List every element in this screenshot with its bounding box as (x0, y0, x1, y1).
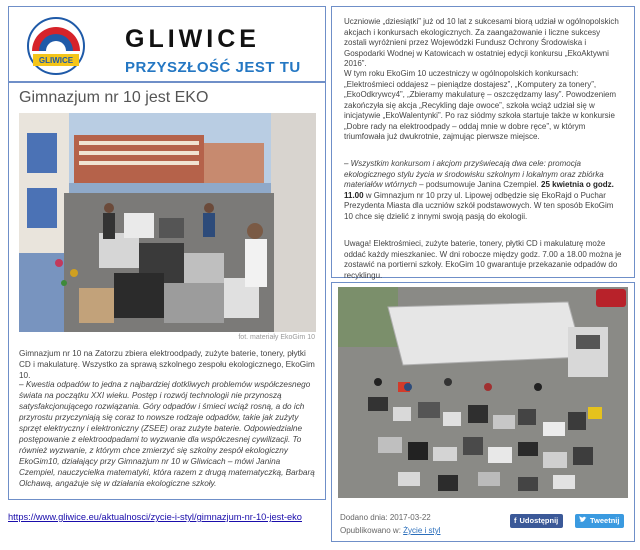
article-photo (19, 113, 316, 332)
date-added (340, 513, 431, 522)
paragraph-3-italic: – Wszystkim konkursom i akcjom przyświecają dwa cele: promocja ekologicznego stylu życia w środowisku szkolnym i lokalnym oraz zbiórka materiałów wtórnych (344, 159, 604, 189)
brand-name: GLIWICE (125, 25, 260, 53)
facebook-share-label: Udostępnij (519, 516, 559, 525)
article-right-panel (331, 6, 635, 278)
paragraph-4: Uwaga! Elektrośmieci, zużyte baterie, tonery, płytki CD i makulaturę może oddać każdy mieszkaniec. W dni robocze między godz. 7.00 a 18.00 można je zostawić na portierni szkoły. EkoGim 10 gwarantuje przekazanie odpadów do recyklingu. (344, 239, 622, 280)
article-left-panel (8, 82, 326, 500)
facebook-share-button[interactable] (510, 514, 563, 528)
article-title: Gimnazjum nr 10 jest EKO (19, 89, 209, 106)
article-quote: – Kwestia odpadów to jedna z najbardziej dotkliwych problemów współczesnego świata na początku XXI wieku. Postęp i rozwój technologii nie przynoszą satysfakcjonującego rozwiązania. Góry odpadów i śmieci wciąż rosną, a do ich przyrostu przyczyniają się coraz to nowsze rodzaje odpadów, takie jak zużyty sprzęt elektryczny i elektroniczny (ZSEE) oraz zużyte baterie. Odpowiedzialne postępowanie z elektroodpadami to wyzwanie dla współczesnej cywilizacji. To również wyzwanie, z którym chce zmierzyć się szkolny zespół ekologiczny EkoGim10, działający przy Gimnazjum nr 10 w Gliwicach – mówi Janina Czempiel, nauczycielka matematyki, która razem z drugą matematyczką, Barbarą Olchawą, angażuje się w działania ekologiczne szkoły. (19, 380, 315, 488)
twitter-share-button[interactable] (575, 514, 624, 528)
facebook-icon: f (514, 516, 517, 525)
published-label: Opublikowano w: (340, 526, 401, 535)
twitter-share-label: Tweetnij (590, 516, 620, 525)
aerial-photo (338, 287, 628, 498)
paragraph-3-mid: – podsumowuje Janina Czempiel. (416, 180, 541, 189)
article-bottom-panel (331, 282, 635, 542)
paragraph-3-end: w Gimnazjum nr 10 przy ul. Lipowej odbędzie się EkoRajd o Puchar Prezydenta Miasta dla uczniów szkół podstawowych. W ten sposób EkoGim 10 chce się dzielić z innymi swoją pasją do ekologii. (344, 190, 614, 221)
tagline: PRZYSZŁOŚĆ JEST TU (125, 59, 301, 76)
date-label: Dodano dnia: (340, 513, 388, 522)
photo-caption: fot. materiały EkoGim 10 (238, 334, 315, 341)
category-link[interactable]: Życie i styl (403, 526, 441, 535)
paragraph-3 (344, 159, 624, 222)
published-in (340, 526, 441, 535)
svg-text:GLIWICE: GLIWICE (38, 56, 74, 65)
source-url-link[interactable]: https://www.gliwice.eu/aktualnosci/zycie-i-styl/gimnazjum-nr-10-jest-eko (8, 512, 302, 522)
site-header (8, 6, 326, 82)
paragraph-3-date: 25 kwietnia o godz. 11.00 (344, 180, 614, 200)
paragraph-1: Uczniowie „dziesiątki” już od 10 lat z sukcesami biorą udział w ogólnopolskich akcjach i konkursach ekologicznych. Za zaangażowanie i liczne sukcesy zostali wyróżnieni przez Wojewódzki Fundusz Ochrony Środowiska i Gospodarki Wodnej w Katowicach w ostatniej edycji konkursu „EkoAktywni 2016”. (344, 17, 619, 68)
paragraph-2: W tym roku EkoGim 10 uczestniczy w ogólnopolskich konkursach: „Elektrośmieci oddajesz – pieniądze dostajesz”, „Komputery za tonery”, „EkoOdkrywcy4”, „Zbieramy makulaturę – oszczędzamy lasy”. Powodzeniem zakończyła się akcja „Recykling daje owoce”, szkoła wciąż udział się w inicjatywie „EkoWalentynki”. Po raz siódmy szkoła startuje także w konkursie „Dobre rady na elektroodpady – oddaj mnie w dobre ręce”, w którym triumfowała już dwukrotnie, zajmując pierwsze miejsce. (344, 69, 617, 141)
gliwice-logo[interactable] (27, 17, 85, 75)
article-lead: Gimnazjum nr 10 na Zatorzu zbiera elektroodpady, zużyte baterie, tonery, płytki CD i makulaturę. Wszystko za sprawą szkolnego zespołu ekologicznego, EkoGim 10. (19, 349, 315, 380)
twitter-icon (579, 514, 587, 528)
date-value: 2017-03-22 (389, 513, 431, 522)
